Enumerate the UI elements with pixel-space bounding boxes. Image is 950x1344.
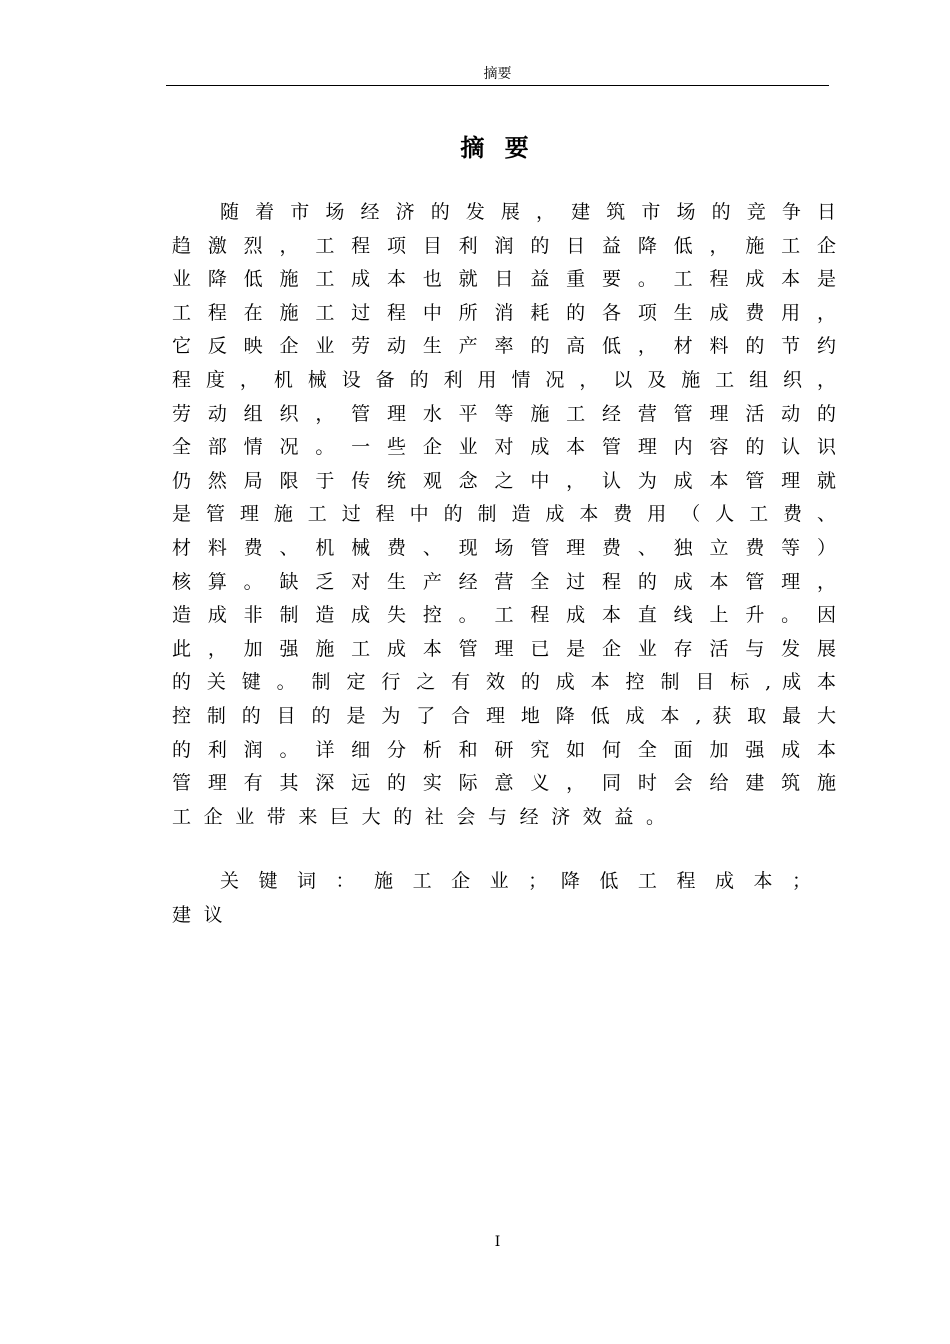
keywords-line: 关 键 词 ： 施 工 企 业 ； 降 低 工 程 成 本 ； bbox=[220, 870, 812, 892]
keywords-line: 建议 bbox=[172, 903, 236, 926]
abstract-line: 趋 激 烈 ， 工 程 项 目 利 润 的 日 益 降 低 ， 施 工 企 bbox=[172, 234, 836, 257]
header-rule bbox=[166, 85, 829, 86]
abstract-line: 是 管 理 施 工 过 程 中 的 制 造 成 本 费 用 （ 人 工 费 、 bbox=[172, 503, 836, 526]
abstract-line: 材 料 费 、 机 械 费 、 现 场 管 理 费 、 独 立 费 等 ） bbox=[172, 536, 836, 559]
keywords-block bbox=[172, 865, 812, 932]
abstract-line: 劳 动 组 织 ， 管 理 水 平 等 施 工 经 营 管 理 活 动 的 bbox=[172, 402, 836, 425]
abstract-body bbox=[172, 196, 836, 834]
abstract-line: 业 降 低 施 工 成 本 也 就 日 益 重 要 。 工 程 成 本 是 bbox=[172, 268, 836, 291]
abstract-line: 它 反 映 企 业 劳 动 生 产 率 的 高 低 ， 材 料 的 节 约 bbox=[172, 335, 836, 358]
abstract-line: 的 利 润 。 详 细 分 析 和 研 究 如 何 全 面 加 强 成 本 bbox=[172, 738, 836, 761]
abstract-line: 造 成 非 制 造 成 失 控 。 工 程 成 本 直 线 上 升 。 因 bbox=[172, 604, 836, 627]
abstract-line: 随 着 市 场 经 济 的 发 展 ， 建 筑 市 场 的 竞 争 日 bbox=[220, 201, 836, 223]
abstract-line: 核 算 。 缺 乏 对 生 产 经 营 全 过 程 的 成 本 管 理 ， bbox=[172, 570, 836, 593]
abstract-line: 的 关 键 。 制 定 行 之 有 效 的 成 本 控 制 目 标 , 成 本 bbox=[172, 671, 836, 694]
abstract-line: 控 制 的 目 的 是 为 了 合 理 地 降 低 成 本 , 获 取 最 大 bbox=[172, 704, 836, 727]
abstract-line: 程 度 ， 机 械 设 备 的 利 用 情 况 ， 以 及 施 工 组 织 ， bbox=[172, 368, 836, 391]
abstract-line: 工企业带来巨大的社会与经济效益。 bbox=[172, 805, 678, 828]
abstract-line: 工 程 在 施 工 过 程 中 所 消 耗 的 各 项 生 成 费 用 ， bbox=[172, 301, 836, 324]
abstract-line: 此 ， 加 强 施 工 成 本 管 理 已 是 企 业 存 活 与 发 展 bbox=[172, 637, 836, 660]
abstract-line: 仍 然 局 限 于 传 统 观 念 之 中 ， 认 为 成 本 管 理 就 bbox=[172, 469, 836, 492]
running-header: 摘要 bbox=[483, 66, 512, 82]
abstract-line: 管 理 有 其 深 远 的 实 际 意 义 ， 同 时 会 给 建 筑 施 bbox=[172, 772, 836, 795]
page-number: I bbox=[494, 1234, 501, 1250]
page-title: 摘 要 bbox=[460, 133, 535, 162]
abstract-line: 全 部 情 况 。 一 些 企 业 对 成 本 管 理 内 容 的 认 识 bbox=[172, 436, 836, 459]
